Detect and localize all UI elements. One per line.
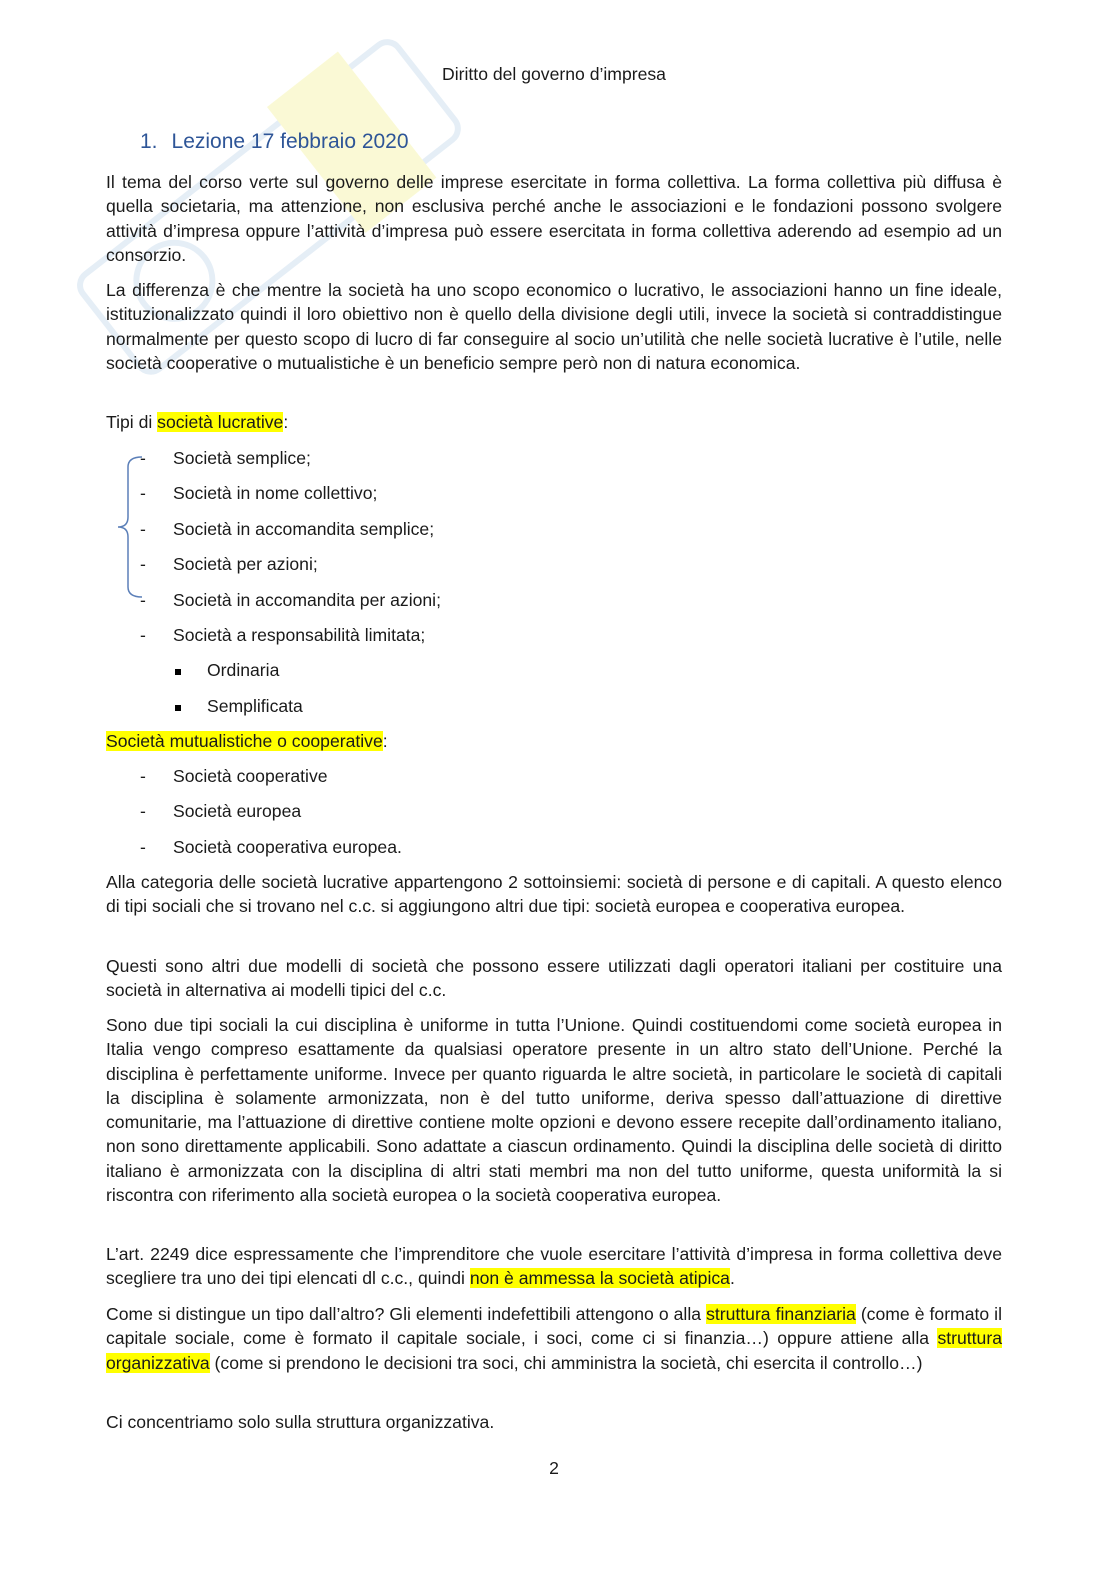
paragraph-uniform: Sono due tipi sociali la cui disciplina è uniforme in tutta l’Unione. Quindi costituendomi come società europea in Italia vengo compreso esattamente da qualsiasi operatore presente in un altro stato dell’Unione. Perché la disciplina è perfettamente uniforme. Invece per quanto riguarda le altre società, in particolare le società di capitali la disciplina è solamente armonizzata, non è del tutto uniforme, deriva spesso dall’attuazione di direttive comunitarie, ma l’attuazione di direttive contiene molte opzioni e devono essere recepite dall’ordinamento italiano, non sono direttamente applicabili. Sono adattate a ciascun ordinamento. Quindi la disciplina delle società di diritto italiano è armonizzata con la disciplina di altri stati membri ma non del tutto uniforme, questa uniformità la si riscontra con riferimento alla società europea o la società cooperativa europea. — [106, 1015, 1002, 1206]
square-bullet-icon — [175, 669, 181, 675]
paragraph-intro: Il tema del corso verte sul governo delle imprese esercitate in forma collettiva. La forma collettiva più diffusa è quella societaria, ma attenzione, non esclusiva perché anche le associazioni e le fondazioni possono svolgere attività d’impresa oppure l’attività d’impresa può essere esercitata in forma collettiva aderendo ad esempio ad un consorzio. — [106, 172, 1002, 265]
highlight-financial: struttura finanziaria — [706, 1304, 856, 1324]
running-header: Diritto del governo d’impresa — [442, 64, 666, 84]
section-number: 1. — [140, 130, 158, 153]
highlight-atypical: non è ammessa la società atipica — [469, 1268, 730, 1289]
list-item: - Società cooperativa europea. — [140, 836, 402, 857]
list-item: - Società in nome collettivo; — [140, 483, 378, 504]
lucrative-list — [106, 446, 1002, 729]
list-item: - Società per azioni; — [140, 554, 318, 575]
list-item: - Società cooperative — [140, 766, 328, 786]
list-item: - Società in accomandita per azioni; — [140, 589, 441, 610]
square-bullet-icon — [175, 705, 181, 711]
highlight-organizational: struttura organizzativa — [106, 1328, 1002, 1373]
paragraph-art-2249: L’art. 2249 dice espressamente che l’imprenditore che vuole esercitare l’attività d’impresa in forma collettiva deve scegliere tra uno dei tipi elencati dl c.c., quindi non è ammessa la società atipica. — [106, 1244, 1002, 1289]
page-number: 2 — [549, 1458, 559, 1478]
list-item: - Società a responsabilità limitata; — [140, 624, 426, 645]
paragraph-lucrative-types: Tipi di società lucrative: — [106, 412, 289, 432]
highlight-lucrative: società lucrative — [157, 412, 284, 432]
list-item: - Società semplice; — [140, 448, 311, 468]
highlight-mutual: Società mutualistiche o cooperative — [106, 731, 383, 751]
section-title: Lezione 17 febbraio 2020 — [171, 130, 409, 153]
paragraph-focus: Ci concentriamo solo sulla struttura organizzativa. — [106, 1412, 495, 1432]
mutual-list — [106, 764, 1002, 870]
paragraph-mutual-types: Società mutualistiche o cooperative: — [106, 731, 388, 751]
sub-list-item: Semplificata — [106, 694, 1002, 729]
paragraph-models: Questi sono altri due modelli di società che possono essere utilizzati dagli operatori italiani per costituire una società in alternativa ai modelli tipici del c.c. — [106, 956, 1002, 1001]
paragraph-subsets: Alla categoria delle società lucrative appartengono 2 sottoinsiemi: società di persone e di capitali. A questo elenco di tipi sociali che si trovano nel c.c. si aggiungono altri due tipi: società europea e cooperativa europea. — [106, 872, 1002, 917]
paragraph-structure: Come si distingue un tipo dall’altro? Gli elementi indefettibili attengono o alla struttura finanziaria (come è formato il capitale sociale, come è formato il capitale sociale, i soci, come ci si finanzia…) oppure attiene alla struttura organizzativa (come si prendono le decisioni tra soci, chi amministra la società, chi esercita il controllo…) — [106, 1304, 1002, 1373]
list-item: - Società europea — [140, 801, 302, 822]
section-heading — [140, 130, 409, 154]
list-item: - Società in accomandita semplice; — [140, 518, 435, 539]
sub-list-item: Ordinaria — [106, 658, 1002, 693]
paragraph-difference: La differenza è che mentre la società ha uno scopo economico o lucrativo, le associazioni hanno un fine ideale, istituzionalizzato quindi il loro obiettivo non è quello della divisione degli utili, invece la società si contraddistingue normalmente per questo scopo di lucro di far conseguire al socio un’utilità che nelle società lucrative è l’utile, nelle società cooperative o mutualistiche è un beneficio sempre però non di natura economica. — [106, 280, 1002, 373]
